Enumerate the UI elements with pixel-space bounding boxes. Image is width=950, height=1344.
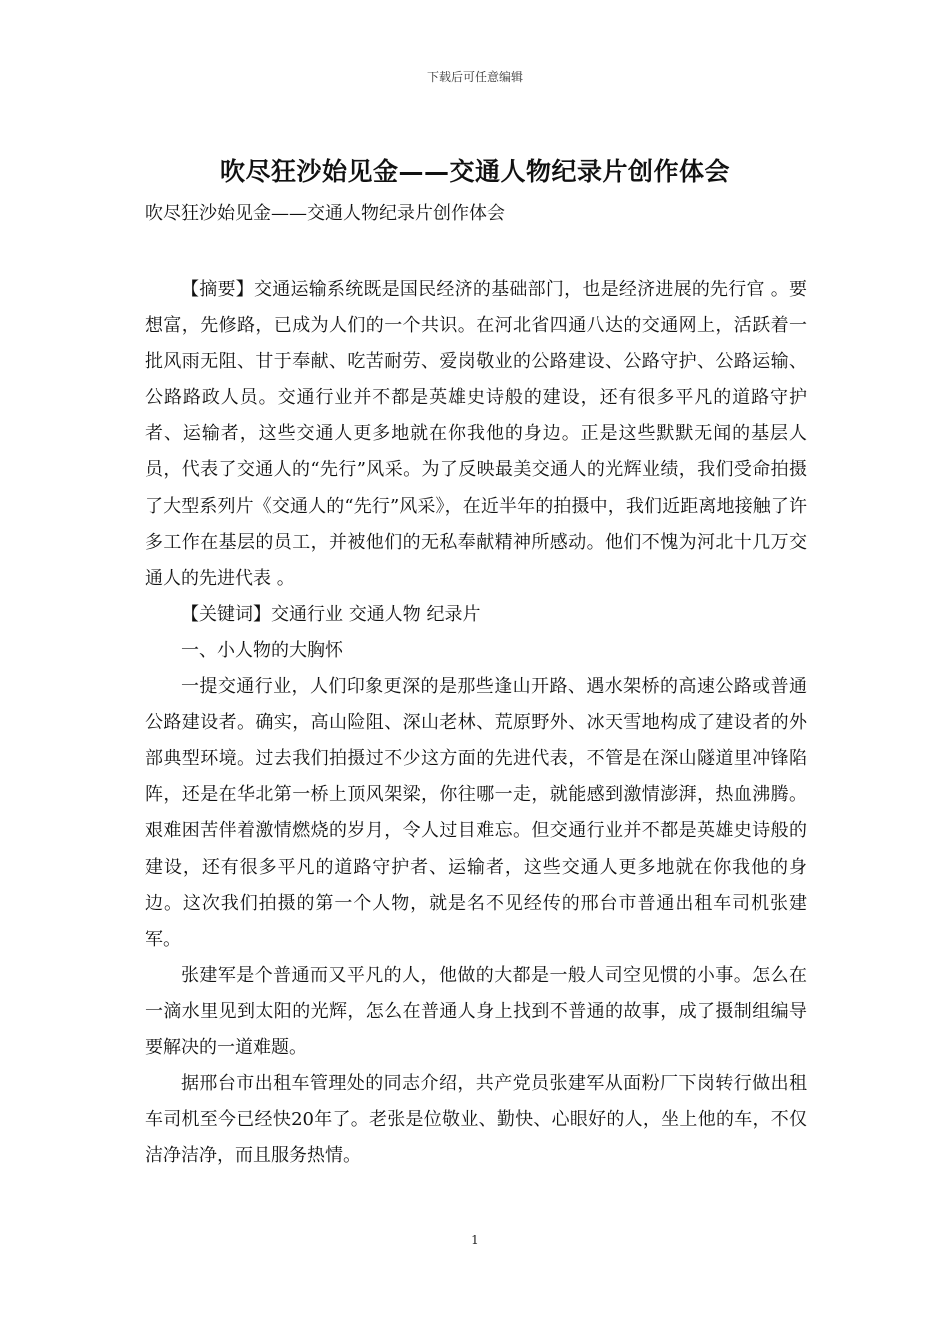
document-subtitle: 吹尽狂沙始见金——交通人物纪录片创作体会 bbox=[145, 203, 505, 224]
body-paragraph: 一提交通行业，人们印象更深的是那些逢山开路、遇水架桥的高速公路或普通公路建设者。确实，高山险阻、深山老林、荒原野外、冰天雪地构成了建设者的外部典型环境。过去我们拍摄过不少这方面的先进代表，不管是在深山隧道里冲锋陷阵，还是在华北第一桥上顶风架梁，你往哪一走，就能感到激情澎湃，热血沸腾。艰难困苦伴着激情燃烧的岁月，令人过目难忘。但交通行业并不都是英雄史诗般的建设，还有很多平凡的道路守护者、运输者，这些交通人更多地就在你我他的身边。这次我们拍摄的第一个人物，就是名不见经传的邢台市普通出租车司机张建军。 bbox=[145, 676, 807, 950]
keywords-paragraph: 【关键词】交通行业 交通人物 纪录片 bbox=[181, 603, 481, 625]
abstract-paragraph: 【摘要】交通运输系统既是国民经济的基础部门，也是经济进展的先行官 。要想富，先修路，已成为人们的一个共识。在河北省四通八达的交通网上，活跃着一批风雨无阻、甘于奉献、吃苦耐劳、爱岗敬业的公路建设、公路守护、公路运输、公路路政人员。交通行业并不都是英雄史诗般的建设，还有很多平凡的道路守护者、运输者，这些交通人更多地就在你我他的身边。正是这些默默无闻的基层人员，代表了交通人的“先行”风采。为了反映最美交通人的光辉业绩，我们受命拍摄了大型系列片《交通人的“先行”风采》，在近半年的拍摄中，我们近距离地接触了许多工作在基层的员工，并被他们的无私奉献精神所感动。他们不愧为河北十几万交通人的先进代表 。 bbox=[145, 279, 807, 589]
page-number: 1 bbox=[471, 1233, 479, 1247]
document-title: 吹尽狂沙始见金——交通人物纪录片创作体会 bbox=[219, 157, 730, 186]
body-paragraph: 据邢台市出租车管理处的同志介绍，共产党员张建军从面粉厂下岗转行做出租车司机至今已经快20年了。老张是位敬业、勤快、心眼好的人，坐上他的车，不仅洁净洁净，而且服务热情。 bbox=[145, 1073, 807, 1167]
body-paragraph: 张建军是个普通而又平凡的人，他做的大都是一般人司空见惯的小事。怎么在一滴水里见到太阳的光辉，怎么在普通人身上找到不普通的故事，成了摄制组编导要解决的一道难题。 bbox=[145, 964, 807, 1058]
header-note: 下载后可任意编辑 bbox=[426, 70, 523, 84]
section-heading: 一、小人物的大胸怀 bbox=[181, 639, 343, 661]
document-body bbox=[145, 272, 807, 1174]
